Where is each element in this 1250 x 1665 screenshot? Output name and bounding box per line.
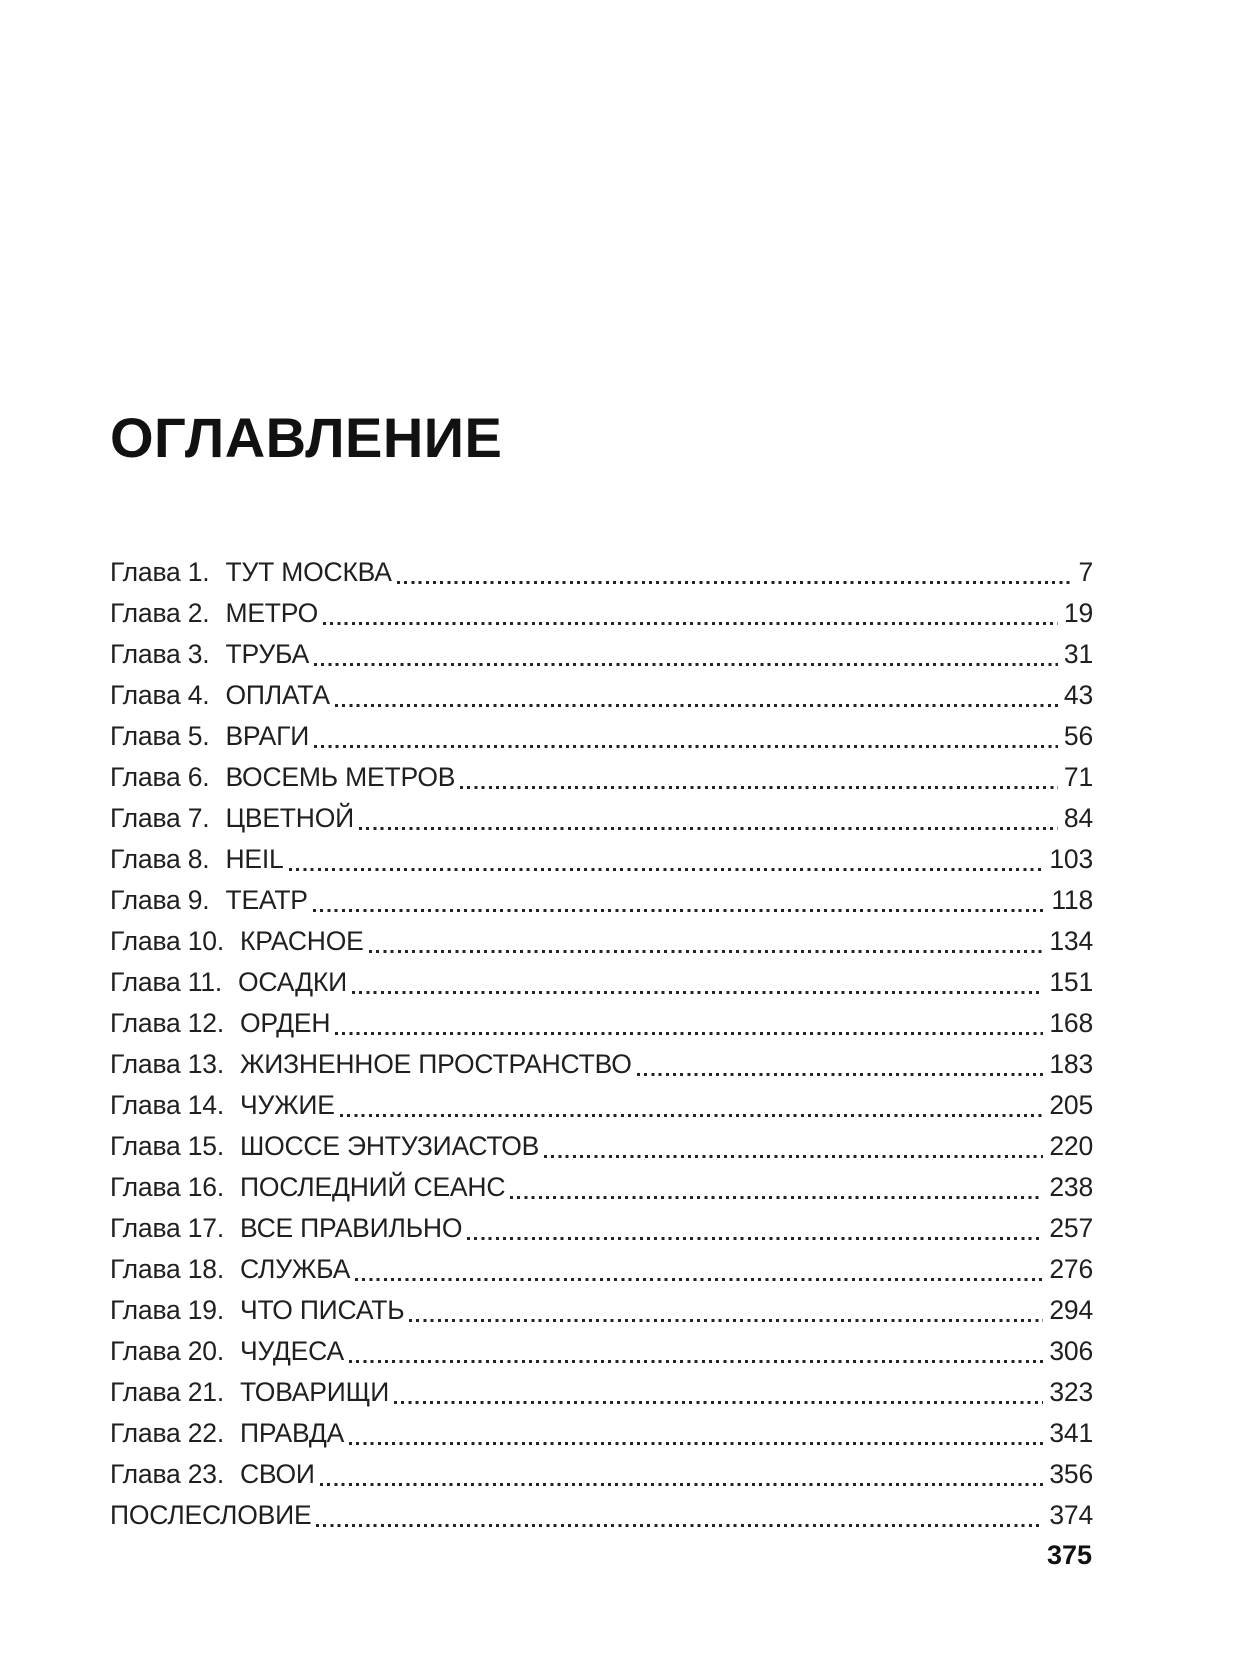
toc-entry-dot-leader (505, 1167, 1047, 1208)
toc-entry (110, 1167, 1093, 1208)
toc-entry-title: ПОСЛЕСЛОВИЕ (110, 1500, 312, 1530)
toc-entry-page-number: 294 (1049, 1295, 1093, 1325)
toc-entry-dot-leader (455, 757, 1062, 798)
toc-entry-page-number: 323 (1049, 1377, 1093, 1407)
toc-entry (110, 1372, 1093, 1413)
toc-entry-chapter-label: Глава 9. (110, 885, 210, 915)
toc-entry (110, 1003, 1093, 1044)
toc-entry-page-number: 84 (1063, 803, 1093, 833)
toc-entry-title: ОПЛАТА (225, 680, 330, 710)
toc-entry-page-number: 220 (1049, 1131, 1093, 1161)
toc-entry-page-number: 341 (1049, 1418, 1093, 1448)
toc-entry-title: КРАСНОЕ (239, 926, 364, 956)
toc-entry (110, 1085, 1093, 1126)
toc-entry-chapter-label: Глава 12. (110, 1008, 224, 1038)
toc-entry-page-number: 56 (1063, 721, 1093, 751)
toc-entry-chapter-label: Глава 14. (110, 1090, 224, 1120)
toc-entry-chapter-label: Глава 2. (110, 598, 210, 628)
toc-entry-title: ПРАВДА (239, 1418, 345, 1448)
toc-entry-page-number: 238 (1049, 1172, 1093, 1202)
toc-entry-chapter-label: Глава 7. (110, 803, 210, 833)
toc-entry-title: ВРАГИ (225, 721, 310, 751)
toc-entry-title: HEIL (225, 844, 284, 874)
toc-list (110, 552, 1093, 1536)
toc-entry (110, 1249, 1093, 1290)
toc-entry-page-number: 306 (1049, 1336, 1093, 1366)
toc-entry-dot-leader (350, 1249, 1047, 1290)
toc-entry-dot-leader (308, 880, 1050, 921)
toc-entry-page-number: 183 (1049, 1049, 1093, 1079)
toc-entry-chapter-label: Глава 10. (110, 926, 224, 956)
toc-entry-page-number: 168 (1049, 1008, 1093, 1038)
toc-entry-chapter-label: Глава 21. (110, 1377, 224, 1407)
toc-entry-page-number: 19 (1063, 598, 1093, 628)
toc-entry (110, 962, 1093, 1003)
footer-page-number: 375 (1046, 1540, 1092, 1570)
toc-entry (110, 880, 1093, 921)
toc-entry-dot-leader (347, 962, 1047, 1003)
toc-entry-dot-leader (315, 1454, 1048, 1495)
toc-entry-dot-leader (318, 593, 1062, 634)
toc-entry (110, 757, 1093, 798)
toc-entry-page-number: 43 (1063, 680, 1093, 710)
toc-entry-chapter-label: Глава 8. (110, 844, 210, 874)
toc-entry-title: ТРУБА (225, 639, 310, 669)
toc-entry-page-number: 134 (1049, 926, 1093, 956)
toc-entry-chapter-label: Глава 5. (110, 721, 210, 751)
toc-entry (110, 1208, 1093, 1249)
toc-entry-page-number: 71 (1063, 762, 1093, 792)
toc-entry-title: ОСАДКИ (238, 967, 347, 997)
toc-entry-dot-leader (364, 921, 1048, 962)
toc-entry-dot-leader (344, 1331, 1047, 1372)
toc-entry-title: ЧТО ПИСАТЬ (239, 1295, 405, 1325)
toc-entry-chapter-label: Глава 15. (110, 1131, 224, 1161)
toc-entry-chapter-label: Глава 11. (110, 967, 223, 997)
toc-entry-chapter-label: Глава 17. (110, 1213, 224, 1243)
toc-entry-dot-leader (632, 1044, 1048, 1085)
toc-entry-dot-leader (539, 1126, 1047, 1167)
toc-entry (110, 1495, 1093, 1536)
toc-entry-dot-leader (344, 1413, 1047, 1454)
toc-entry-dot-leader (330, 675, 1062, 716)
toc-entry (110, 716, 1093, 757)
toc-entry-title: ВСЕ ПРАВИЛЬНО (239, 1213, 463, 1243)
toc-entry-page-number: 151 (1049, 967, 1093, 997)
toc-entry (110, 1413, 1093, 1454)
toc-entry (110, 1454, 1093, 1495)
toc-entry (110, 634, 1093, 675)
toc-entry-dot-leader (354, 798, 1062, 839)
toc-entry-dot-leader (389, 1372, 1047, 1413)
toc-entry (110, 798, 1093, 839)
page-content (110, 0, 1093, 1536)
toc-entry (110, 552, 1093, 593)
toc-entry-title: ОРДЕН (239, 1008, 331, 1038)
toc-entry (110, 839, 1093, 880)
toc-entry-dot-leader (309, 716, 1062, 757)
toc-entry-chapter-label: Глава 22. (110, 1418, 224, 1448)
toc-entry-page-number: 118 (1051, 885, 1093, 915)
toc-entry-dot-leader (284, 839, 1048, 880)
toc-entry (110, 1126, 1093, 1167)
toc-entry-chapter-label: Глава 1. (110, 557, 210, 587)
toc-entry-page-number: 205 (1049, 1090, 1093, 1120)
toc-entry-title: ТОВАРИЩИ (239, 1377, 390, 1407)
toc-entry-title: ЦВЕТНОЙ (225, 803, 354, 833)
toc-entry (110, 1331, 1093, 1372)
toc-entry-dot-leader (330, 1003, 1047, 1044)
toc-entry-title: ЖИЗНЕННОЕ ПРОСТРАНСТВО (239, 1049, 632, 1079)
toc-entry (110, 921, 1093, 962)
toc-entry (110, 593, 1093, 634)
toc-entry-page-number: 276 (1049, 1254, 1093, 1284)
toc-entry-title: ШОССЕ ЭНТУЗИАСТОВ (239, 1131, 540, 1161)
toc-entry-dot-leader (392, 552, 1077, 593)
toc-entry (110, 1290, 1093, 1331)
toc-entry-page-number: 7 (1078, 557, 1093, 587)
toc-entry-dot-leader (335, 1085, 1048, 1126)
toc-entry-title: ЧУДЕСА (239, 1336, 344, 1366)
toc-entry-title: СЛУЖБА (239, 1254, 351, 1284)
toc-entry-page-number: 257 (1049, 1213, 1093, 1243)
toc-entry-chapter-label: Глава 6. (110, 762, 210, 792)
toc-entry-title: СВОИ (239, 1459, 315, 1489)
toc-entry-dot-leader (311, 1495, 1047, 1536)
toc-entry-chapter-label: Глава 23. (110, 1459, 224, 1489)
toc-entry-title: ЧУЖИЕ (239, 1090, 335, 1120)
toc-entry-page-number: 356 (1049, 1459, 1093, 1489)
toc-entry-chapter-label: Глава 3. (110, 639, 210, 669)
toc-entry-chapter-label: Глава 18. (110, 1254, 224, 1284)
toc-entry-title: ТЕАТР (225, 885, 308, 915)
toc-entry-title: МЕТРО (225, 598, 319, 628)
toc-entry-chapter-label: Глава 16. (110, 1172, 224, 1202)
toc-entry-chapter-label: Глава 19. (110, 1295, 224, 1325)
toc-entry (110, 1044, 1093, 1085)
toc-entry-dot-leader (404, 1290, 1047, 1331)
toc-entry-page-number: 103 (1049, 844, 1093, 874)
toc-entry-chapter-label: Глава 13. (110, 1049, 224, 1079)
toc-entry-title: ВОСЕМЬ МЕТРОВ (225, 762, 456, 792)
toc-entry-page-number: 31 (1063, 639, 1093, 669)
toc-entry-title: ПОСЛЕДНИЙ СЕАНС (239, 1172, 506, 1202)
toc-entry-title: ТУТ МОСКВА (225, 557, 392, 587)
toc-entry-dot-leader (309, 634, 1062, 675)
toc-entry-page-number: 374 (1049, 1500, 1093, 1530)
toc-entry-chapter-label: Глава 4. (110, 680, 210, 710)
toc-entry (110, 675, 1093, 716)
toc-entry-chapter-label: Глава 20. (110, 1336, 224, 1366)
page-title: ОГЛАВЛЕНИЕ (110, 406, 503, 469)
toc-entry-dot-leader (462, 1208, 1047, 1249)
